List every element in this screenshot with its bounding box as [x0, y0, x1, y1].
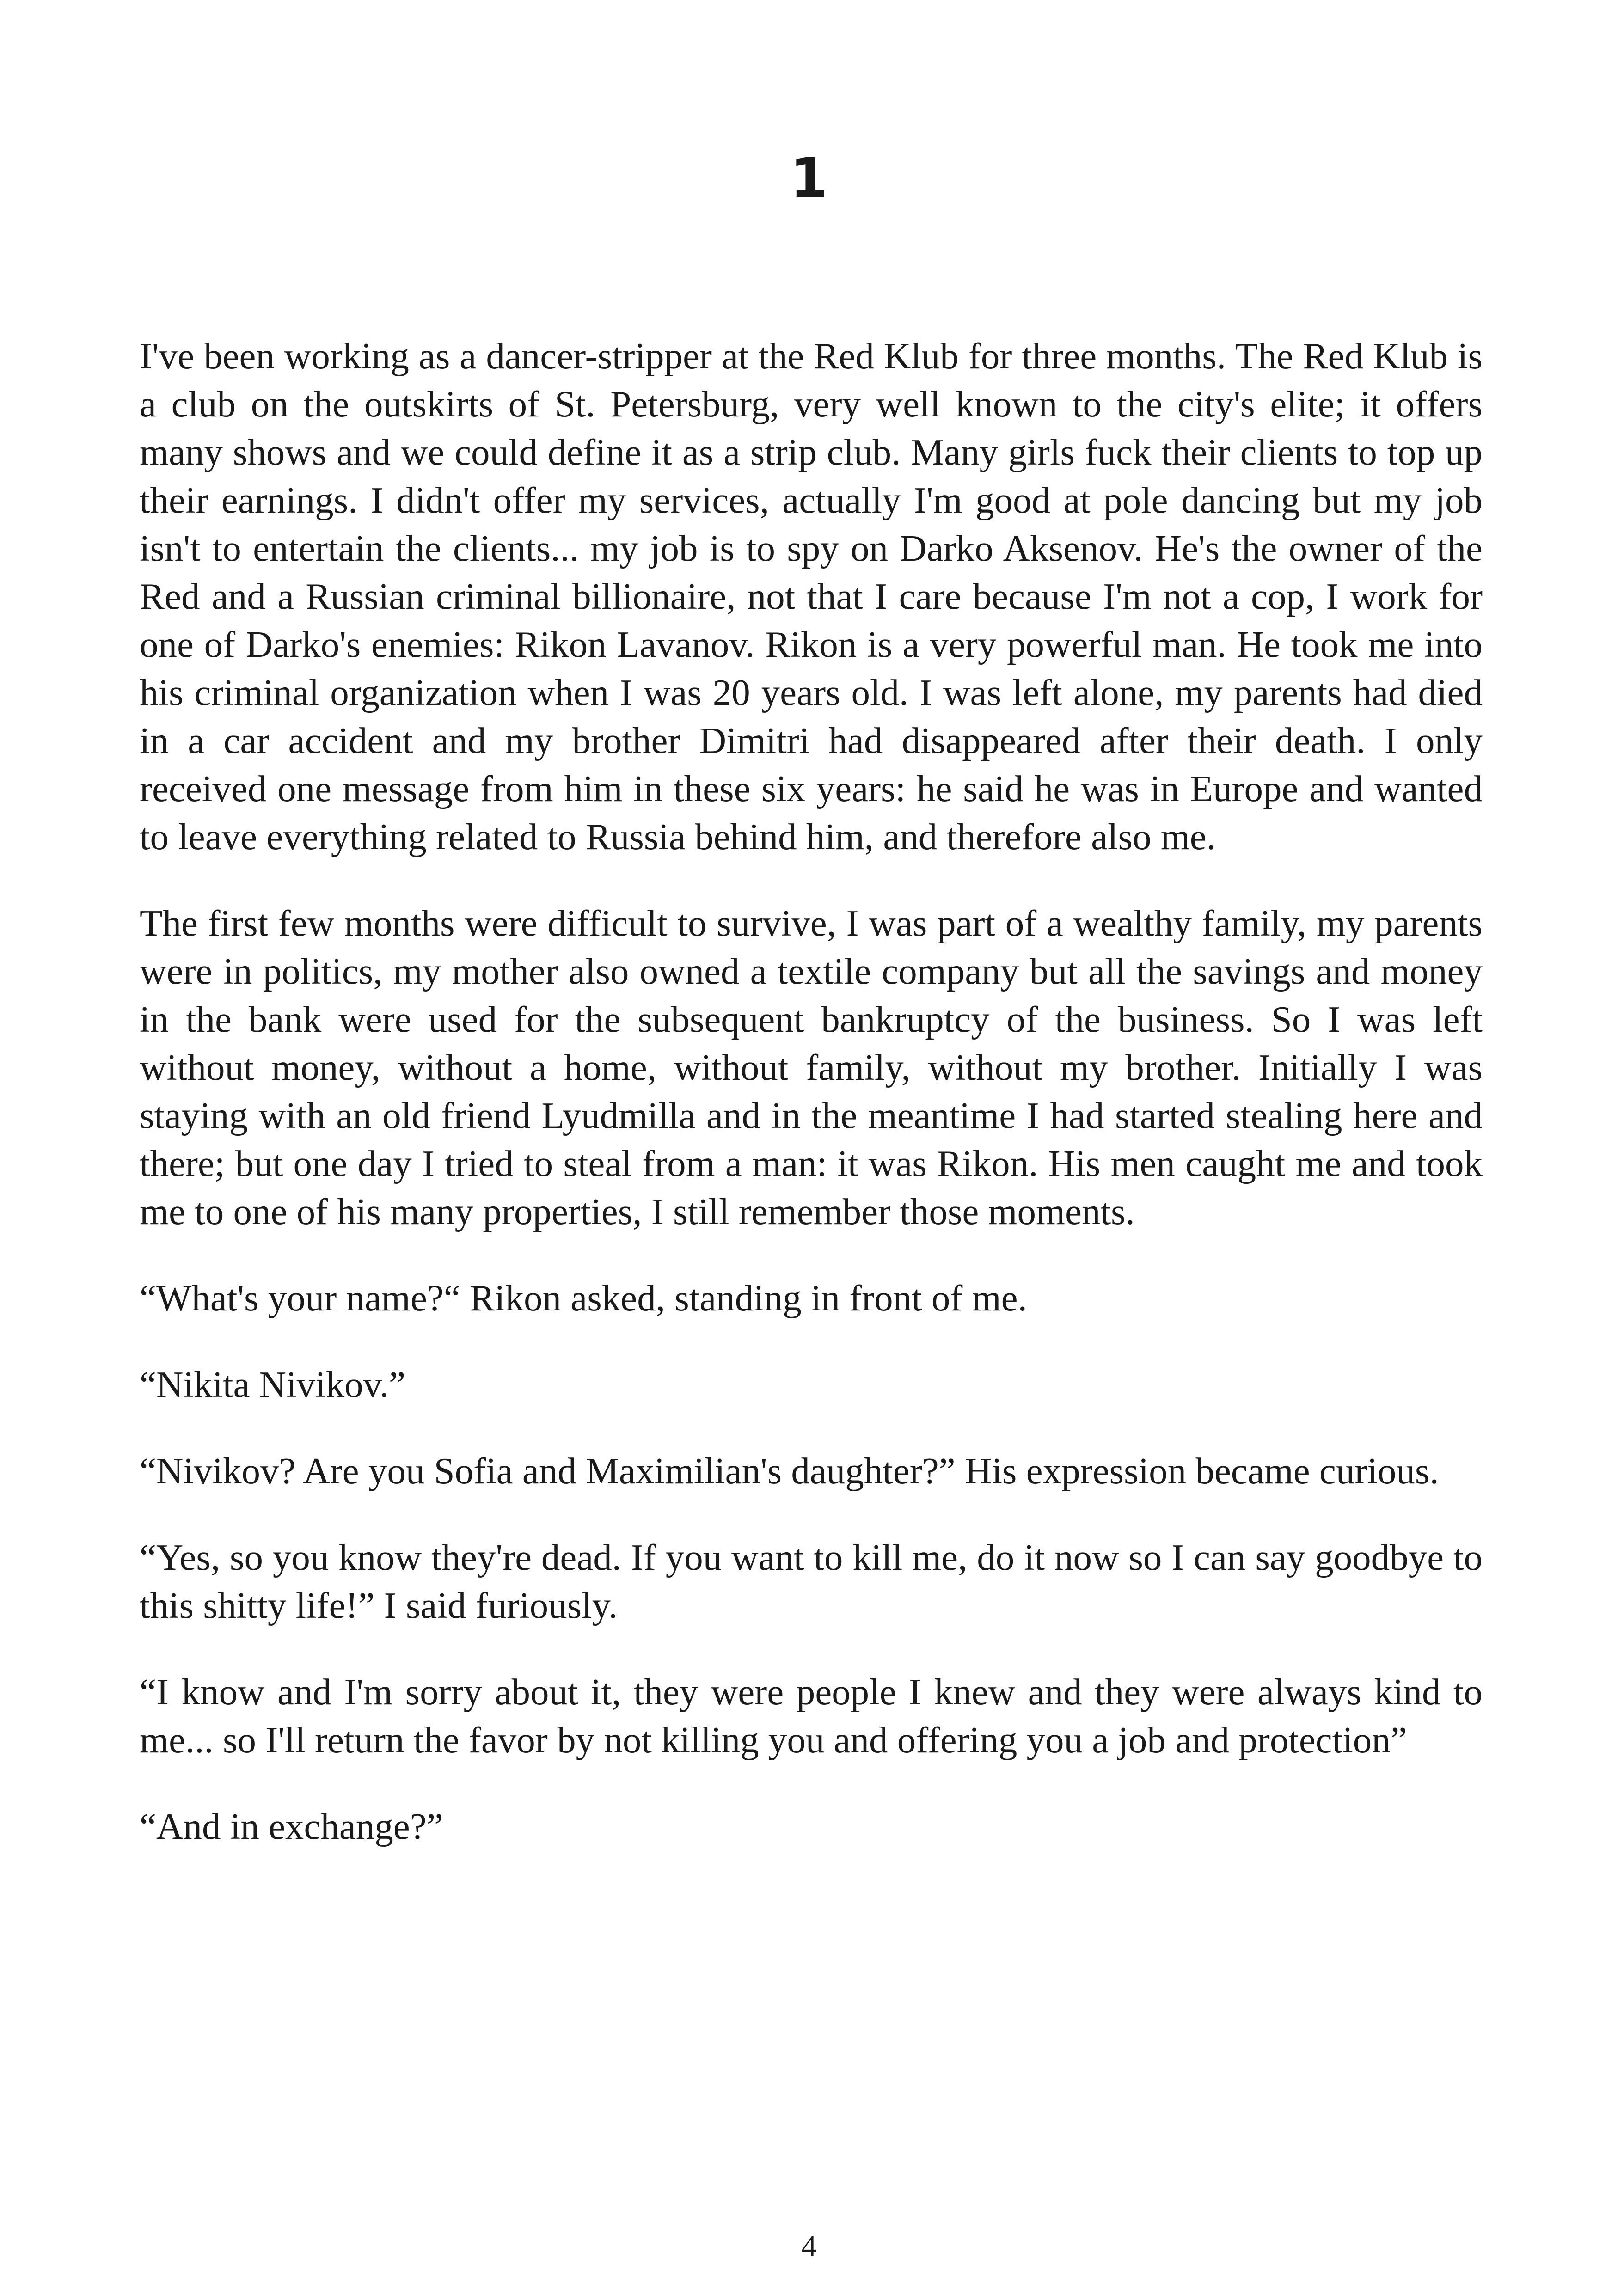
paragraph: “What's your name?“ Rikon asked, standing in front of me.	[140, 1277, 1027, 1319]
paragraph: The first few months were difficult to survive, I was part of a wealthy family, my parents were in politics, my mother also owned a textile company but all the savings and money in the bank were used for the subsequent bankruptcy of the business. So I was left without money, without a home, without family, without my brother. Initially I was staying with an old friend Lyudmilla and in the meantime I had started stealing here and there; but one day I tried to steal from a man: it was Rikon. His men caught me and took me to one of his many properties, I still remember those moments.	[140, 902, 1483, 1232]
chapter-body	[140, 332, 1483, 1889]
paragraph: “And in exchange?”	[140, 1806, 443, 1847]
paragraph: “Yes, so you know they're dead. If you want to kill me, do it now so I can say goodbye to this shitty life!” I said furiously.	[140, 1537, 1483, 1626]
paragraph: “I know and I'm sorry about it, they were people I knew and they were always kind to me... so I'll return the favor by not killing you and offering you a job and protection”	[140, 1671, 1483, 1761]
page-number: 4	[801, 2229, 817, 2263]
paragraph: “Nivikov? Are you Sofia and Maximilian's daughter?” His expression became curious.	[140, 1450, 1439, 1492]
paragraph: I've been working as a dancer-stripper at the Red Klub for three months. The Red Klub is a club on the outskirts of St. Petersburg, very well known to the city's elite; it offers many shows and we could define it as a strip club. Many girls fuck their clients to top up their earnings. I didn't offer my services, actually I'm good at pole dancing but my job isn't to entertain the clients... my job is to spy on Darko Aksenov. He's the owner of the Red and a Russian criminal billionaire, not that I care because I'm not a cop, I work for one of Darko's enemies: Rikon Lavanov. Rikon is a very powerful man. He took me into his criminal organization when I was 20 years old. I was left alone, my parents had died in a car accident and my brother Dimitri had disappeared after their death. I only received one message from him in these six years: he said he was in Europe and wanted to leave everything related to Russia behind him, and therefore also me.	[140, 335, 1483, 857]
chapter-title: 1	[790, 146, 828, 210]
paragraph: “Nikita Nivikov.”	[140, 1364, 406, 1405]
